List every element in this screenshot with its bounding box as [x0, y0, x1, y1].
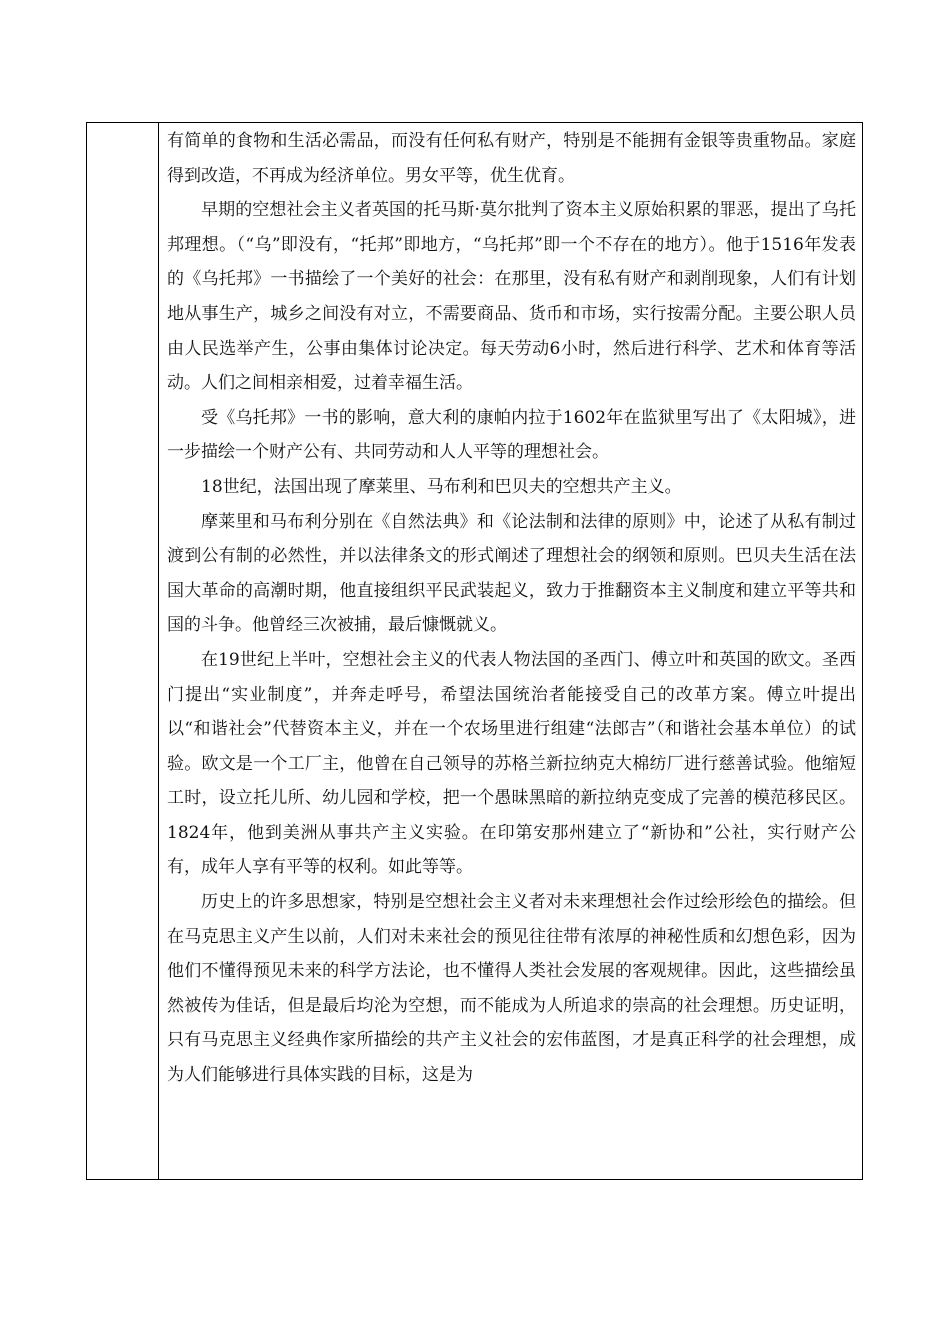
table-left-cell — [87, 123, 159, 1179]
paragraph-2: 早期的空想社会主义者英国的托马斯·莫尔批判了资本主义原始积累的罪恶，提出了乌托邦理想。（“乌”即没有，“托邦”即地方，“乌托邦”即一个不存在的地方）。他于1516年发表的《乌托邦》一书描绘了一个美好的社会：在那里，没有私有财产和剥削现象，人们有计划地从事生产，城乡之间没有对立，不需要商品、货币和市场，实行按需分配。主要公职人员由人民选举产生，公事由集体讨论决定。每天劳动6小时，然后进行科学、艺术和体育等活动。人们之间相亲相爱，过着幸福生活。 — [167, 200, 856, 394]
table-content-cell — [159, 123, 862, 1179]
paragraph-4: 18世纪，法国出现了摩莱里、马布利和巴贝夫的空想共产主义。 — [201, 476, 682, 497]
paragraph-7: 历史上的许多思想家，特别是空想社会主义者对未来理想社会作过绘形绘色的描绘。但在马克思主义产生以前，人们对未来社会的预见往往带有浓厚的神秘性质和幻想色彩，因为他们不懂得预见未来的科学方法论，也不懂得人类社会发展的客观规律。因此，这些描绘虽然被传为佳话，但是最后均沦为空想，而不能成为人所追求的崇高的社会理想。历史证明，只有马克思主义经典作家所描绘的共产主义社会的宏伟蓝图，才是真正科学的社会理想，成为人们能够进行具体实践的目标，这是为 — [167, 892, 856, 1086]
document-table — [86, 122, 863, 1180]
paragraph-5: 摩莱里和马布利分别在《自然法典》和《论法制和法律的原则》中，论述了从私有制过渡到公有制的必然性，并以法律条文的形式阐述了理想社会的纲领和原则。巴贝夫生活在法国大革命的高潮时期，他直接组织平民武装起义，致力于推翻资本主义制度和建立平等共和国的斗争。他曾经三次被捕，最后慷慨就义。 — [167, 511, 856, 636]
paragraph-6: 在19世纪上半叶，空想社会主义的代表人物法国的圣西门、傅立叶和英国的欧文。圣西门提出“实业制度”，并奔走呼号，希望法国统治者能接受自己的改革方案。傅立叶提出以“和谐社会”代替资本主义，并在一个农场里进行组建“法郎吉”（和谐社会基本单位）的试验。欧文是一个工厂主，他曾在自己领导的苏格兰新拉纳克大棉纺厂进行慈善试验。他缩短工时，设立托儿所、幼儿园和学校，把一个愚昧黑暗的新拉纳克变成了完善的模范移民区。1824年，他到美洲从事共产主义实验。在印第安那州建立了“新协和”公社，实行财产公有，成年人享有平等的权利。如此等等。 — [167, 649, 856, 878]
paragraph-1: 有简单的食物和生活必需品，而没有任何私有财产，特别是不能拥有金银等贵重物品。家庭得到改造，不再成为经济单位。男女平等，优生优育。 — [167, 131, 856, 186]
paragraph-3: 受《乌托邦》一书的影响，意大利的康帕内拉于1602年在监狱里写出了《太阳城》，进一步描绘一个财产公有、共同劳动和人人平等的理想社会。 — [167, 407, 856, 463]
